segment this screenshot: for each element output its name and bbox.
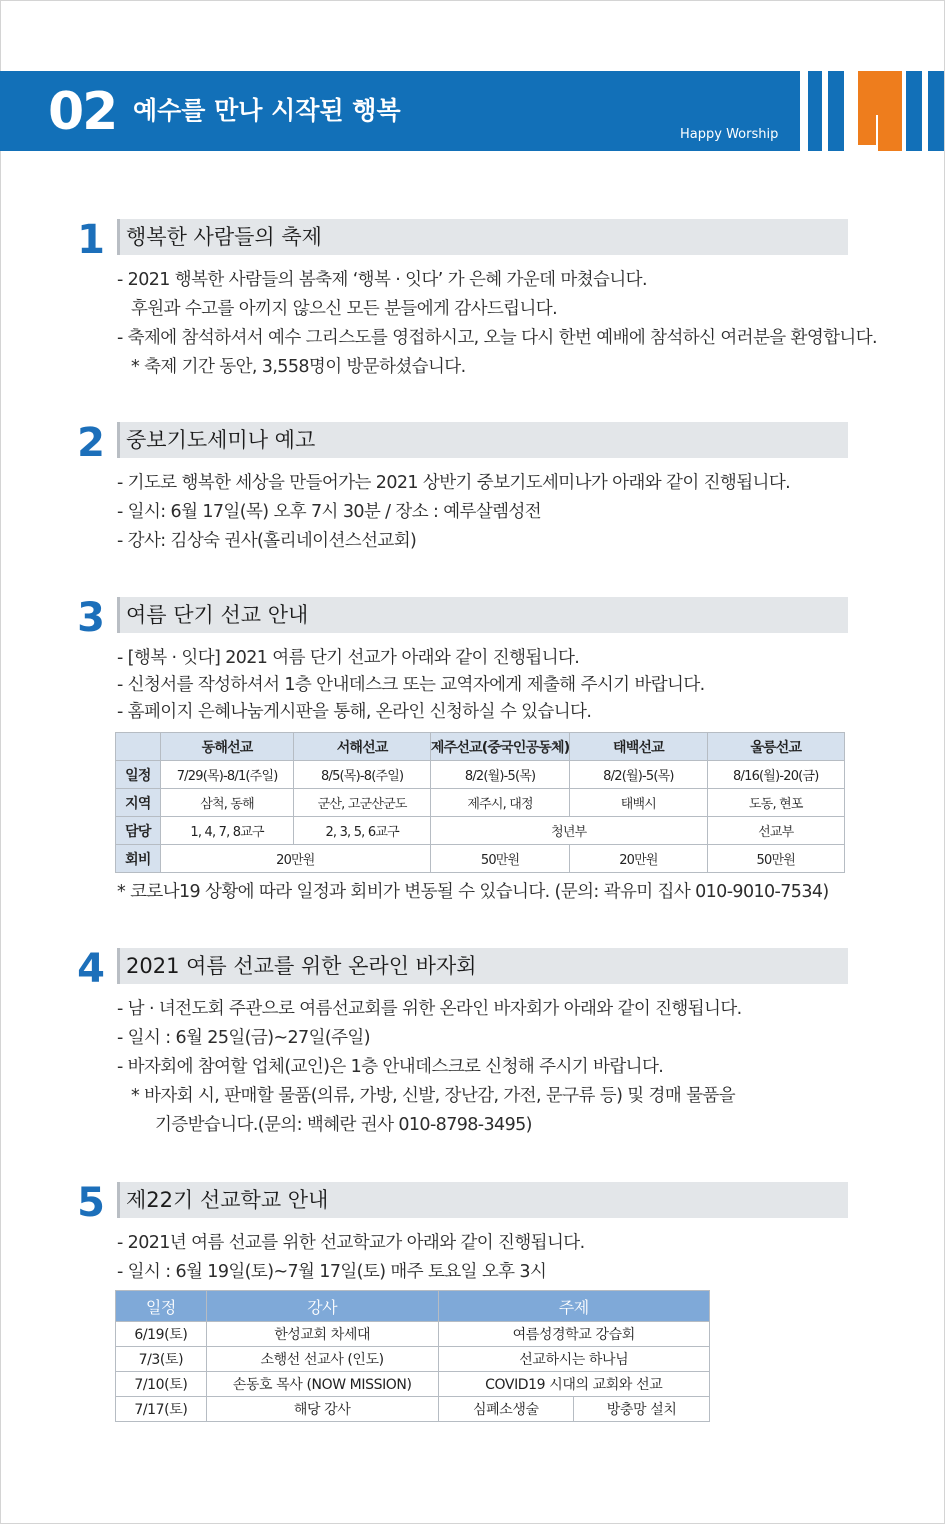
table-cell: 20만원 bbox=[160, 845, 430, 873]
section-5-title: 제22기 선교학교 안내 bbox=[126, 1188, 329, 1212]
column-header: 강사 bbox=[206, 1291, 438, 1322]
column-header: 주제 bbox=[438, 1291, 710, 1322]
column-header: 서해선교 bbox=[294, 733, 430, 761]
section-1-line: 후원과 수고를 아끼지 않으신 모든 분들에게 감사드립니다. bbox=[131, 299, 558, 319]
table-row bbox=[116, 1397, 710, 1422]
table-cell: 태백시 bbox=[570, 789, 707, 817]
section-2-number: 2 bbox=[77, 420, 105, 466]
table-cell: 8/16(월)-20(금) bbox=[707, 761, 844, 789]
table-row bbox=[116, 1347, 710, 1372]
table-cell: 8/2(월)-5(목) bbox=[570, 761, 707, 789]
table-cell: 소행선 선교사 (인도) bbox=[206, 1347, 438, 1372]
logo-bar-right bbox=[906, 71, 922, 151]
table-cell: 방충망 설치 bbox=[574, 1397, 710, 1422]
table-cell: 삼척, 동해 bbox=[160, 789, 294, 817]
table-cell: 50만원 bbox=[707, 845, 844, 873]
section-4-title-bar bbox=[117, 948, 848, 984]
table-cell: 20만원 bbox=[570, 845, 707, 873]
column-header: 제주선교(중국인공동체) bbox=[430, 733, 569, 761]
table-cell: 2, 3, 5, 6교구 bbox=[294, 817, 430, 845]
logo-bar-mid bbox=[828, 71, 844, 151]
section-3-title: 여름 단기 선교 안내 bbox=[126, 603, 309, 627]
header-number: 02 bbox=[48, 82, 117, 142]
table-cell: 군산, 고군산군도 bbox=[294, 789, 430, 817]
section-4-title: 2021 여름 선교를 위한 온라인 바자회 bbox=[126, 954, 477, 978]
table-row bbox=[116, 845, 845, 873]
logo-bar-edge bbox=[928, 71, 944, 151]
section-3-note: * 코로나19 상황에 따라 일정과 회비가 변동될 수 있습니다. (문의: 곽유미 집사 010-9010-7534) bbox=[117, 882, 829, 902]
column-header: 동해선교 bbox=[160, 733, 294, 761]
row-label: 담당 bbox=[116, 817, 161, 845]
column-header: 일정 bbox=[116, 1291, 207, 1322]
table-cell: 심폐소생술 bbox=[438, 1397, 574, 1422]
section-5-line: - 일시 : 6월 19일(토)~7월 17일(토) 매주 토요일 오후 3시 bbox=[117, 1262, 547, 1282]
section-1-title: 행복한 사람들의 축제 bbox=[126, 225, 322, 249]
section-4-line: - 남 · 녀전도회 주관으로 여름선교회를 위한 온라인 바자회가 아래와 같이 진행됩니다. bbox=[117, 999, 742, 1019]
section-5-line: - 2021년 여름 선교를 위한 선교학교가 아래와 같이 진행됩니다. bbox=[117, 1233, 585, 1253]
section-4-note: 기증받습니다.(문의: 백혜란 권사 010-8798-3495) bbox=[155, 1115, 532, 1135]
table-row bbox=[116, 789, 845, 817]
section-3-line: - 신청서를 작성하셔서 1층 안내데스크 또는 교역자에게 제출해 주시기 바랍니다. bbox=[117, 675, 705, 695]
row-label: 회비 bbox=[116, 845, 161, 873]
row-label: 일정 bbox=[116, 761, 161, 789]
table-cell: 7/10(토) bbox=[116, 1372, 207, 1397]
church-logo-icon bbox=[806, 71, 944, 151]
section-2-title: 중보기도세미나 예고 bbox=[126, 428, 316, 452]
table-cell: 1, 4, 7, 8교구 bbox=[160, 817, 294, 845]
table-cell: 손동호 목사 (NOW MISSION) bbox=[206, 1372, 438, 1397]
table-row bbox=[116, 1322, 710, 1347]
section-3-line: - 홈페이지 은혜나눔게시판을 통해, 온라인 신청하실 수 있습니다. bbox=[117, 702, 592, 722]
section-5-number: 5 bbox=[77, 1180, 105, 1226]
logo-block-orange-bottom bbox=[858, 115, 876, 145]
table-cell: COVID19 시대의 교회와 선교 bbox=[438, 1372, 710, 1397]
section-4-note: * 바자회 시, 판매할 물품(의류, 가방, 신발, 장난감, 가전, 문구류 등) 및 경매 물품을 bbox=[131, 1086, 736, 1106]
section-2-line: - 일시: 6월 17일(목) 오후 7시 30분 / 장소 : 예루살렘성전 bbox=[117, 502, 542, 522]
section-4-line: - 바자회에 참여할 업체(교인)은 1층 안내데스크로 신청해 주시기 바랍니다. bbox=[117, 1057, 664, 1077]
column-header: 태백선교 bbox=[570, 733, 707, 761]
table-cell: 50만원 bbox=[430, 845, 569, 873]
section-4-number: 4 bbox=[77, 946, 105, 992]
header-title: 예수를 만나 시작된 행복 bbox=[133, 96, 401, 125]
table-header-row bbox=[116, 733, 845, 761]
table-header-row bbox=[116, 1291, 710, 1322]
table-row bbox=[116, 761, 845, 789]
section-3-number: 3 bbox=[77, 595, 105, 641]
table-row bbox=[116, 1372, 710, 1397]
table-cell: 8/5(목)-8(주일) bbox=[294, 761, 430, 789]
column-header: 울릉선교 bbox=[707, 733, 844, 761]
section-3-title-bar bbox=[117, 597, 848, 633]
section-1-title-bar bbox=[117, 219, 848, 255]
section-3-line: - [행복 · 잇다] 2021 여름 단기 선교가 아래와 같이 진행됩니다. bbox=[117, 648, 580, 668]
table-cell: 여름성경학교 강습회 bbox=[438, 1322, 710, 1347]
section-1-line: - 2021 행복한 사람들의 봄축제 ‘행복 · 잇다’ 가 은혜 가운데 마쳤습니다. bbox=[117, 270, 647, 290]
section-2-title-bar bbox=[117, 422, 848, 458]
logo-bar-left bbox=[808, 71, 822, 151]
table-cell: 선교부 bbox=[707, 817, 844, 845]
table-cell: 해당 강사 bbox=[206, 1397, 438, 1422]
mission-schedule-table bbox=[115, 732, 845, 873]
table-cell: 선교하시는 하나님 bbox=[438, 1347, 710, 1372]
table-cell: 한성교회 차세대 bbox=[206, 1322, 438, 1347]
section-2-line: - 강사: 김상숙 권사(홀리네이션스선교회) bbox=[117, 531, 417, 551]
mission-school-table bbox=[115, 1290, 710, 1422]
row-label: 지역 bbox=[116, 789, 161, 817]
table-row bbox=[116, 817, 845, 845]
section-4-line: - 일시 : 6월 25일(금)~27일(주일) bbox=[117, 1028, 370, 1048]
table-cell: 8/2(월)-5(목) bbox=[430, 761, 569, 789]
section-1-number: 1 bbox=[77, 217, 105, 263]
section-1-line: - 축제에 참석하셔서 예수 그리스도를 영접하시고, 오늘 다시 한번 예배에 참석하신 여러분을 환영합니다. bbox=[117, 328, 878, 348]
section-1-note: * 축제 기간 동안, 3,558명이 방문하셨습니다. bbox=[131, 357, 466, 377]
table-cell: 도동, 현포 bbox=[707, 789, 844, 817]
section-5-title-bar bbox=[117, 1182, 848, 1218]
table-corner-cell bbox=[116, 733, 161, 761]
table-cell: 제주시, 대정 bbox=[430, 789, 569, 817]
table-cell: 7/29(목)-8/1(주일) bbox=[160, 761, 294, 789]
section-2-line: - 기도로 행복한 세상을 만들어가는 2021 상반기 중보기도세미나가 아래와 같이 진행됩니다. bbox=[117, 473, 791, 493]
table-cell: 7/3(토) bbox=[116, 1347, 207, 1372]
table-cell: 7/17(토) bbox=[116, 1397, 207, 1422]
logo-block-orange-right bbox=[878, 71, 902, 151]
header-subtitle: Happy Worship bbox=[680, 127, 779, 142]
table-cell: 청년부 bbox=[430, 817, 707, 845]
table-cell: 6/19(토) bbox=[116, 1322, 207, 1347]
